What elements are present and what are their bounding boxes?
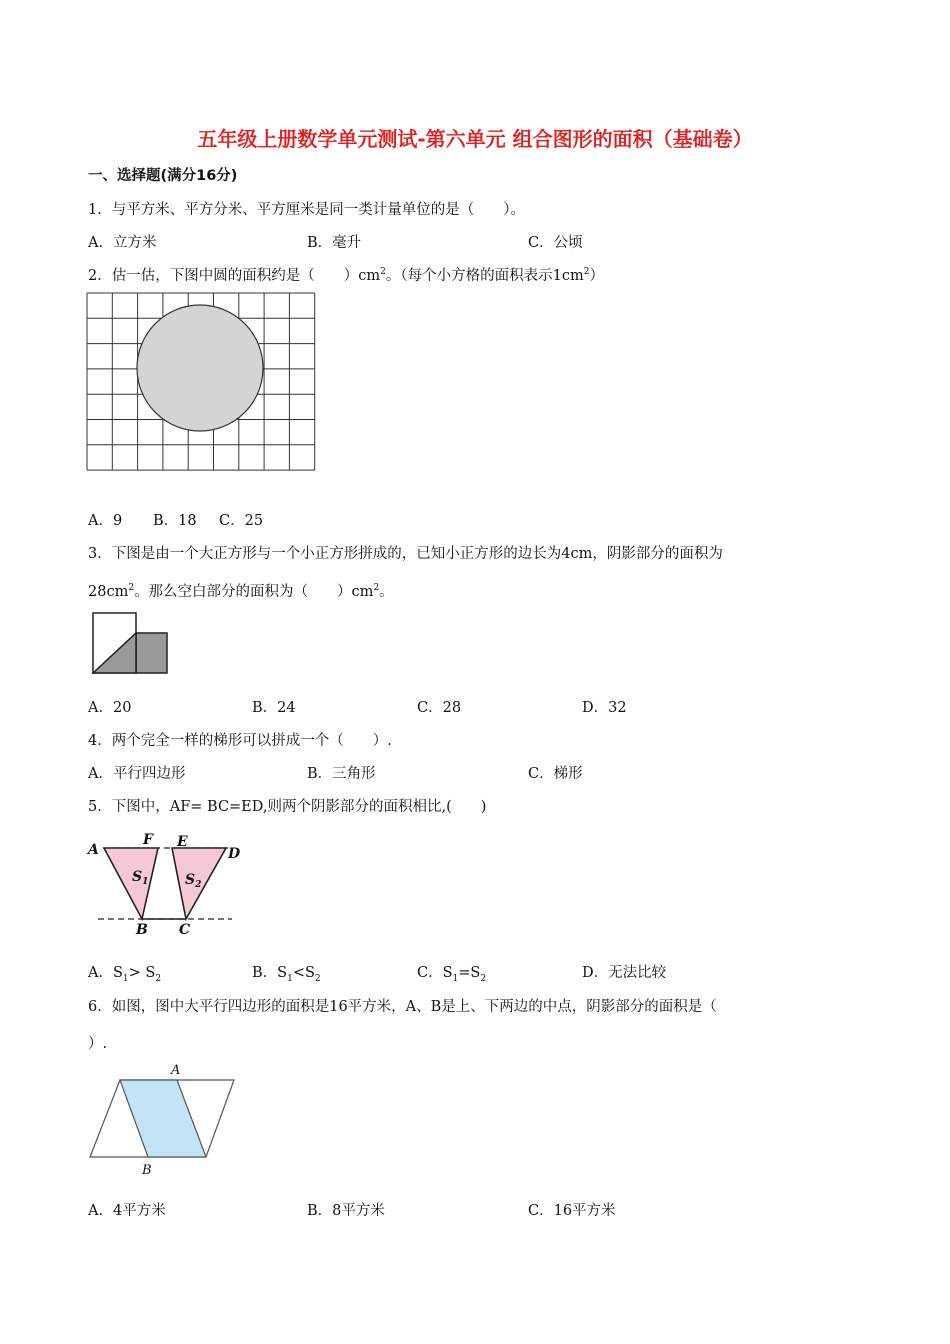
- q2-grid-figure: [86, 292, 316, 474]
- question-4: 4．两个完全一样的梯形可以拼成一个（ ）.: [88, 733, 392, 749]
- q5-option-a: A．$S_1> S_2$: [88, 965, 162, 984]
- q6-label-a: A: [171, 1063, 181, 1078]
- q6-parallelogram-figure: [86, 1060, 238, 1178]
- q1-option-a: A．立方米: [88, 235, 157, 251]
- q6-label-b: B: [142, 1163, 152, 1178]
- question-2: 2．估一估，下图中圆的面积约是（ ）$cm^2$。（每个小方格的面积表示$1cm^2$）: [88, 267, 604, 284]
- q5-label-s2: $S_2$: [185, 872, 202, 890]
- q5-label-a: A: [88, 842, 99, 858]
- q2-circle: [137, 305, 263, 431]
- q5-option-c: C．$S_1=S_2$: [417, 965, 487, 984]
- q1-option-c: C．公顷: [528, 235, 583, 251]
- question-6-line1: 6．如图，图中大平行四边形的面积是16平方米，A、B是上、下两边的中点，阴影部分的面积是（: [88, 999, 717, 1015]
- q4-option-c: C．梯形: [528, 766, 583, 782]
- q5-label-b: B: [136, 922, 148, 938]
- q3-option-b: B．24: [252, 700, 296, 716]
- question-6-line2: ）.: [88, 1036, 108, 1052]
- q4-option-b: B．三角形: [307, 766, 376, 782]
- q5-label-f: F: [143, 832, 153, 848]
- q6-option-c: C．16平方米: [528, 1203, 616, 1219]
- question-3-line2: $28cm^2$。那么空白部分的面积为（ ）$cm^2$。: [88, 583, 394, 600]
- question-1: 1．与平方米、平方分米、平方厘米是同一类计量单位的是（ ）。: [88, 202, 525, 218]
- q3-squares-figure: [88, 610, 172, 676]
- q3-option-a: A．20: [88, 700, 132, 716]
- q6-option-b: B．8平方米: [307, 1203, 385, 1219]
- q3-option-c: C．28: [417, 700, 462, 716]
- q5-option-b: B．$S_1<S_2$: [252, 965, 321, 984]
- page-title: 五年级上册数学单元测试-第六单元 组合图形的面积（基础卷）: [197, 127, 753, 151]
- question-3-line1: 3．下图是由一个大正方形与一个小正方形拼成的，已知小正方形的边长为4cm，阴影部分的面积为: [88, 546, 723, 562]
- q5-label-d: D: [228, 846, 241, 862]
- q5-label-s1: $S_1$: [132, 869, 149, 887]
- q4-option-a: A．平行四边形: [88, 766, 186, 782]
- q5-triangles-figure: [86, 828, 246, 940]
- q5-option-d: D．无法比较: [582, 965, 667, 981]
- question-5: 5．下图中，AF= BC=ED,则两个阴影部分的面积相比,( ): [88, 799, 487, 815]
- q3-option-d: D．32: [582, 700, 627, 716]
- q5-label-e: E: [177, 834, 188, 850]
- q2-option-a: A．9: [88, 513, 123, 529]
- q1-option-b: B．毫升: [307, 235, 362, 251]
- section-heading: 一、选择题(满分16分): [88, 168, 238, 184]
- q2-option-b: B．18: [153, 513, 197, 529]
- q2-option-c: C．25: [219, 513, 264, 529]
- q6-option-a: A．4平方米: [88, 1203, 166, 1219]
- q5-label-c: C: [179, 922, 191, 938]
